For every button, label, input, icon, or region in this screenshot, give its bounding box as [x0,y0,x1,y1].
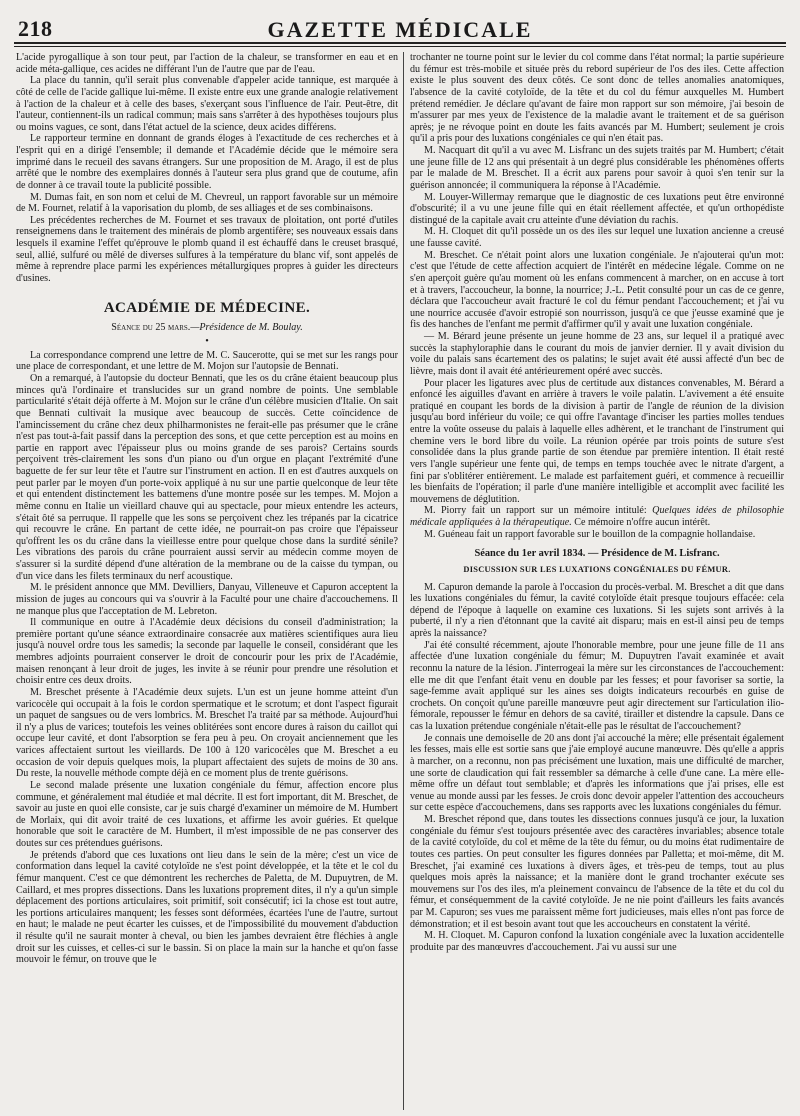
seance-president: —Présidence de M. Boulay. [190,322,303,334]
paragraph: Il communique en outre à l'Académie deux décisions du conseil d'administration; la première portant qu'une séance extraordinaire consacrée aux matières scientifiques aura lieu jusqu'à nouvel ordre tous les samedis; la seconde par laquelle le conseil, considérant que les membres adjoints pourraient conserver le droit de concourir pour les prix de l'Académie, maisen renonçant à leur droit de juges, les invite à se réunir pour prendre une résolution et choisir entre ces deux droits. [16,617,398,687]
paragraph: M. le président annonce que MM. Devilliers, Danyau, Villeneuve et Capuron acceptent la mission de juges au concours qui va s'ouvrir à la Faculté pour une chaire d'accouchemens. Il ne manque plus que l'acceptation de M. Lebreton. [16,582,398,617]
paragraph: Pour placer les ligatures avec plus de certitude aux distances convenables, M. Bérard a enfoncé les aiguilles d'avant en arrière à travers le voile palatin. L'avivement a été ensuite pratiqué en coupant les bords de la division à partir de l'angle de réunion de la division jusqu'au bord inférieur du voile; ce qui offre l'avantage d'inciser les parties molles tendues entre la voûte osseuse du palais à laquelle elles adhèrent, et le tranchant de l'instrument qui chemine vers le bord libre du voile. La réunion opérée par trois points de suture s'est consolidée dans la plus grande partie de son étendue par première intention. Il était resté vers l'angle supérieur une fente qui, de temps en temps touchée avec le nitrate d'argent, a fini par s'oblitérer entièrement. Le malade est parfaitement guéri, et commence à recueillir les bienfaits de l'opération; il parle d'une manière intelligible et accomplit avec facilité les mouvemens de déglutition. [410,377,784,505]
paragraph [410,505,784,528]
header-rule [14,42,786,44]
paragraph: Le second malade présente une luxation congéniale du fémur, affection encore plus commune, et généralement mal étudiée et mal décrite. Il est fort important, dit M. Breschet, de savoir au juste en quoi elle consiste, car je suis chargé d'examiner un mémoire de M. Humbert de Morlaix, qui dit avoir traité de ces luxations, et affirme les avoir guéries. Et quelque honorable que soit le caractère de M. Humbert, il m'est impossible de ne pas conserver des doutes sur ces prétendues guérisons. [16,779,398,849]
paragraph: On a remarqué, à l'autopsie du docteur Bennati, que les os du crâne étaient beaucoup plus minces qu'à l'ordinaire et translucides sur un grand nombre de points. Une semblable particularité s'était déjà offerte à M. Mojon sur le crâne d'un célèbre musicien d'Italie. On sait que Bennati cultivait la musique avec beaucoup de succès. Cette coïncidence de l'amincissement du crâne chez deux philharmonistes ne ferait-elle pas présumer que le crâne n'est pas tout-à-fait passif dans la perception des sons, et que cette perception est au moins en partie en rapport avec l'épaisseur plus ou moins grande de ses parois? Certains sourds perçoivent très-clairement les sons d'un piano ou d'un orgue en plaçant l'extrémité d'une baguette de fer sur leur tête et l'autre sur l'instrument en action. Il en est d'autres auxquels on peut parler par le moyen d'un porte-voix appliqué à nu sur une partie quelconque de leur tête et qui entendent distinctement les battemens d'une montre posée sur les tempes. M. Mojon a même connu en Italie un vieillard chauve qui au spectacle, pour mieux entendre les acteurs, s'était ôté sa perruque. Il rappelle que les sons se perçoivent chez les trépanés par la cicatrice qui recouvre le crâne. En partant de cette idée, ne pourrait-on pas croire que l'épaisseur qu'offrent les os du crâne dans la vieillesse entre pour quelque chose dans la surdité sénile? Les vibrations des parois du crâne pourraient aussi servir au médecin comme moyen de s'assurer si la surdité dépend d'une altération de la membrane ou de la caisse du tympan, ou d'un vice dans les filets terminaux du nerf acoustique. [16,373,398,582]
paragraph: M. Breschet présente à l'Académie deux sujets. L'un est un jeune homme atteint d'un varicocèle qui occupait à la fois le cordon spermatique et le scrotum; et dont l'aspect figurait un paquet de sangsues ou de vers lombrics. M. Breschet l'a traité par sa méthode. Aujourd'hui il n'y a plus de varices; toutefois les veines oblitérées sont encore dures à raison du caillot qui occupe leur cavité, et dont l'absorption se fera peu à peu. On croyait anciennement que les varices affectaient surtout les vieillards. De 100 à 120 varicocèles que M. Breschet a eu occasion de voir depuis quelques mois, la plupart affectaient des sujets de moins de 30 ans. Du reste, la nouvelle méthode compte déjà en ce moment plus de trente guérisons. [16,686,398,780]
paragraph: Le rapporteur termine en donnant de grands éloges à l'exactitude de ces recherches et à l'esprit qui en a dirigé l'ensemble; il demande et l'Académie décide que le mémoire sera imprimé dans le recueil des savans étrangers. Sur une proposition de M. Arago, il est de plus arrêté que le nombre des exemplaires donnés à l'auteur sera plus grand que de coutume, afin de donner à ce travail toute la publicité possible. [16,133,398,191]
paragraph: M. Capuron demande la parole à l'occasion du procès-verbal. M. Breschet a dit que dans les luxations congéniales du fémur, la cavité cotyloïde était presque toujours effacée: cela dépend de l'époque à laquelle on examine ces luxations. Si les sujets sont arrivés à la puberté, il n'y a rien d'étonnant que la cavité ait disparu; mais en est-il ainsi peu de temps après la naissance? [410,581,784,639]
piorry-verdict: Ce mémoire n'offre aucun intérêt. [574,517,711,528]
paragraph: M. H. Cloquet. M. Capuron confond la luxation congéniale avec la luxation accidentelle produite par des manœuvres d'accouchement. J'ai vu aussi sur une [410,930,784,953]
seance-heading: Séance du 1er avril 1834. — Présidence de M. Lisfranc. [474,548,720,560]
paragraph: La place du tannin, qu'il serait plus convenable d'appeler acide tannique, est marquée à côté de celle de l'acide gallique lui-même. Il existe entre eux une grande analogie relativement à l'action de la chaleur et à celle des bases, s'exerçant sous l'influence de l'air. Peut-être, dit l'auteur, contiennent-ils un radical commun; mais sans s'arrêter à des hypothèses toujours plus ou moins vagues, ce sont, dans l'état actuel de la science, deux acides différens. [16,75,398,133]
paragraph: Je prétends d'abord que ces luxations ont lieu dans le sein de la mère; c'est un vice de conformation dans lequel la cavité cotyloïde ne s'est point développée, et la tête et le col du fémur manquent. C'est ce que démontrent les recherches de Paletta, de M. Dupuytren, de M. Caillard, et mes propres dissections. Dans les luxations proprement dites, il n'y a qu'un simple déplacement des portions articulaires, soit primitif, soit consécutif; ici la chose est tout autre, les portions articulaires manquent; les fesses sont déformées, écartées l'une de l'autre, surtout en haut; le malade ne peut écarter les cuisses, et de l'impossibilité du mouvement d'abduction il résulte qu'il ne saurait monter à cheval, ou bien les jambes devraient être fléchies à angle droit sur les cuisses, et celles-ci sur le bassin. Si on place la main sur la hanche et qu'on fasse mouvoir le fémur, on trouve que le [16,849,398,966]
right-column [410,52,784,1110]
memoir-title: Quelques idées de philosophie médicale appliquées à la thérapeutique. [410,505,784,528]
paragraph: Je connais une demoiselle de 20 ans dont j'ai accouché la mère; elle présentait également les fesses, mais elle est sortie sans que j'aie employé aucune manœuvre. Dès qu'elle a appris à marcher, on a reconnu, non pas précisément une luxation, mais une difficulté de marcher, une sorte de claudication qui fait ressembler sa démarche à celle d'une cane. La mère elle-même offre un défaut tout semblable; et d'après les informations que j'ai prises, elle est venue au monde aussi par les fesses. Je crois donc devoir appeler l'attention des accoucheurs sur cette espèce d'accouchemens, dans ses rapports avec les luxations congéniales du fémur. [410,732,784,814]
paragraph: M. Nacquart dit qu'il a vu avec M. Lisfranc un des sujets traités par M. Humbert; c'était une jeune fille de 12 ans qui présentait à un degré plus considérable les phénomènes offerts par le malade de M. Breschet. Il a écrit aux parens pour savoir à quoi s'en tenir sur la guérison annoncée; il communiquera la réponse à l'Académie. [410,145,784,191]
paragraph: M. Breschet. Ce n'était point alors une luxation congéniale. Je n'ajouterai qu'un mot: c'est que l'étude de cette affection acquiert de l'intérêt en médecine légale. Comme on ne s'en aperçoit guère qu'au moment où les enfans commencent à marcher, on en accuse à tort et à travers, l'accoucheur, la bonne, la nourrice; J.-L. Petit consulté pour un cas de ce genre, déclara que l'accoucheur avait fracturé le col du fémur pendant l'accouchement; et j'ai vu une nourrice accusée d'avoir estropié son nourrisson, jusqu'à ce que j'eusse examiné que je fis des hanches de l'enfant me permit d'affirmer qu'il y avait une luxation congéniale. [410,249,784,331]
section-title: ACADÉMIE DE MÉDECINE. [103,299,311,316]
header-rule-thin [14,46,786,47]
seance-date: Séance du 25 mars. [111,322,191,334]
paragraph: M. Guéneau fait un rapport favorable sur le bouillon de la compagnie hollandaise. [424,528,756,540]
paragraph: M. Breschet répond que, dans toutes les dissections connues jusqu'à ce jour, la luxation congéniale du fémur s'est toujours présentée avec des caractères invariables; absence totale de la cavité cotyloïde, du col et même de la tête du fémur, ou du moins état rudimentaire de toutes ces parties. On peut consulter les figures données par Palletta; et moi-même, dit M. Breschet, j'ai examiné ces luxations à divers âges, et très-peu de temps, tout au plus quelques mois après la naissance; et la manière dont le grand trochanter exécute ses mouvemens sur l'os des iles, m'a pleinement convaincu de l'absence de la tête et du col du fémur, et conséquemment de la cavité cotyloïde. Je ne nie point d'ailleurs les faits avancés par M. Capuron; ses vues me paraissent même fort judicieuses, mais elles n'ont pas force de démonstration; et il est besoin avant tout que les accoucheurs en constatent la vérité. [410,814,784,930]
paragraph: trochanter ne tourne point sur le levier du col comme dans l'état normal; la partie supérieure du fémur est très-mobile et située près du rebord supérieur de l'os des iles. Cette affection existe le plus souvent des deux côtés. Ce sont donc de telles anomalies anatomiques, l'absence de la cavité cotyloïde, de la tête et du col du fémur auxquelles M. Humbert prétend remédier. Je déclare qu'avant de faire mon rapport sur son mémoire, j'ai besoin de m'assurer par mes yeux de l'existence de la maladie avant le traitement et de sa guérison après; je ne révoque point en doute les faits avancés par M. Humbert; seulement je crois qu'il a pris pour des luxations congéniales ce qui n'en était pas. [410,52,784,145]
paragraph: M. Louyer-Willermay remarque que le diagnostic de ces luxations peut être environné d'obscurité; il a vu une jeune fille qui en était réellement affectée, et qu'un orthopédiste distingué de la capitale avait cru atteinte d'une déviation du rachis. [410,191,784,226]
paragraph: J'ai été consulté récemment, ajoute l'honorable membre, pour une jeune fille de 11 ans affectée d'une luxation congéniale du fémur; M. Dupuytren l'avait examinée et avait reconnu la nature de la lésion. J'interrogeai la mère sur les circonstances de l'accouchement: elle me dit que l'enfant était venu en double par les fesses; et pour favoriser sa sortie, la sage-femme avait appliqué sur les aines ses doigts indicateurs recourbés en guise de crochets. On conçoit qu'une pareille manœuvre peut agir directement sur l'articulation ilio-fémorale, repousser le fémur en dehors de sa cavité, tirailler et distendre la capsule. Dans ce cas la luxation prétendue congéniale n'était-elle pas le résultat de l'accouchement? [410,639,784,732]
discussion-title: DISCUSSION SUR LES LUXATIONS CONGÉNIALES DU FÉMUR. [463,564,731,574]
seance-heading [16,322,398,334]
left-column [16,52,398,1110]
journal-title: GAZETTE MÉDICALE [267,17,533,42]
paragraph: Les précédentes recherches de M. Fournet et ses travaux de ploitation, ont porté d'utiles renseignemens dans le traitement des minérais de plomb argentifère; ses nouveaux essais dans lesquels il examine l'effet qu'éprouve le plomb quand il est échauffé dans le creuset brasqué, seul, allié, sulfuré ou mêlé de diverses sulfures à la température du blanc vif, sont appelés de même à reprendre place parmi les expériences métallurgiques propres à guider les directeurs d'usines. [16,214,398,284]
separator-dot: • [205,335,209,347]
column-divider [403,52,404,1110]
paragraph: M. H. Cloquet dit qu'il possède un os des iles sur lequel une luxation ancienne a creusé une fausse cavité. [410,226,784,249]
paragraph: — M. Bérard jeune présente un jeune homme de 23 ans, sur lequel il a pratiqué avec succès la staphyloraphie dans le courant du mois de janvier dernier. Il y avait division du voile du palais sans écartement des os palatins; le sujet avait été aussi affecté d'un bec de lièvre, mais dont il avait été antérieurement opéré avec succès. [410,331,784,377]
piorry-report: M. Piorry fait un rapport sur un mémoire intitulé: [424,505,647,517]
paragraph: L'acide pyrogallique à son tour peut, par l'action de la chaleur, se transformer en eau et en acide méta-gallique, ces acides ne différant l'un de l'autre que par de l'eau. [16,52,398,75]
page-number: 218 [18,16,53,41]
paragraph: La correspondance comprend une lettre de M. C. Saucerotte, qui se met sur les rangs pour une place de correspondant, et une lettre de M. Mojon sur l'autopsie de Bennati. [16,349,398,373]
paragraph: M. Dumas fait, en son nom et celui de M. Chevreul, un rapport favorable sur un mémoire de M. Fournet, relatif à la vaporisation du plomb, de ses alliages et de ses combinaisons. [16,191,398,215]
